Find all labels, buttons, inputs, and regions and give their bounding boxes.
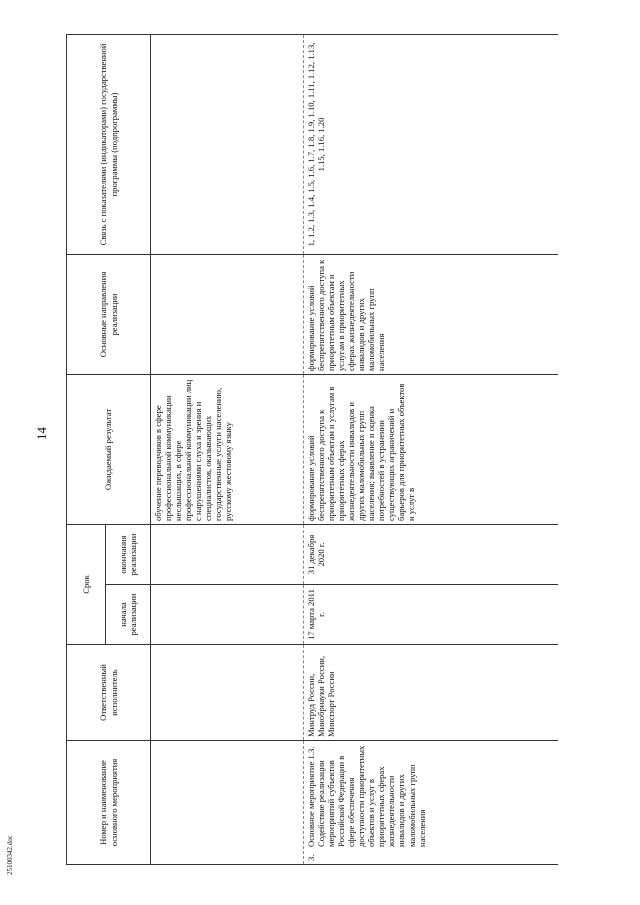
header-indicators: Связь с показателями (индикаторами) государственной программы (подпрограммы) (67, 34, 151, 254)
rotated-page-content (66, 35, 606, 865)
table-cell (151, 645, 304, 741)
table-cell (151, 585, 304, 645)
page-number: 14 (34, 427, 49, 440)
cell-directions: формирование условий беспрепятственного доступа к приоритетным объектам и услугам в приоритетных сферах жизнедеятельности инвалидов и других маломобильных групп населения (304, 254, 559, 374)
cell-indicators: 1, 1.2, 1.3, 1.4, 1.5, 1.6, 1.7, 1.8, 1.9, 1.10, 1.11, 1.12, 1.13, 1.15, 1.16, 1.20 (304, 34, 559, 254)
header-expected-result: Ожидаемый результат (67, 374, 151, 524)
cell-number-name (304, 741, 559, 865)
table-cell (151, 34, 304, 254)
table-cell (151, 524, 304, 584)
measure-name: Основное мероприятие 1.3. Содействие реализации мероприятий субъектов Российской Федерации в сфере обеспечения доступности приоритетных объектов и услуг в приоритетных сферах жизнедеятельности инвалидов и других маломобильных групп населения (306, 745, 427, 847)
cell-expected-result: формирование условий беспрепятственного доступа к приоритетным объектам и услугам в приоритетных сферах жизнедеятельности инвалидов и других маломобильных групп населения; выявление и оценка потребностей в устранении существующих ограничений и барьеров для приоритетных объектов и услуг в (304, 374, 559, 524)
cell-term-end: 31 декабря 2020 г. (304, 524, 559, 584)
program-measures-table (66, 34, 558, 865)
header-term-end: окончания реализации (106, 524, 151, 584)
table-row-continuation (151, 34, 304, 864)
table-cell (151, 741, 304, 865)
header-directions: Основные направления реализации (67, 254, 151, 374)
table-cell (151, 254, 304, 374)
measure-number: 3. (306, 854, 316, 861)
header-executor: Ответственный исполнитель (67, 645, 151, 741)
header-number-name: Номер и наименование основного мероприятия (67, 741, 151, 865)
cell-term-start: 17 марта 2011 г. (304, 585, 559, 645)
header-term: Срок (67, 524, 106, 644)
table-row-measure-3 (304, 34, 559, 864)
document-file-code: 25100342.doc (6, 835, 14, 875)
cell-expected-result-continued: обучение переводчиков в сфере профессиональной коммуникации неслышащих, в сфере профессиональной коммуникации лиц с нарушениями слуха и зрения и специалистов, оказывающих государственные услуги населению, русскому жестовому языку (151, 374, 304, 524)
cell-executor: Минтруд России, Минобрнауки России, Минспорт России (304, 645, 559, 741)
header-term-start: начала реализации (106, 585, 151, 645)
